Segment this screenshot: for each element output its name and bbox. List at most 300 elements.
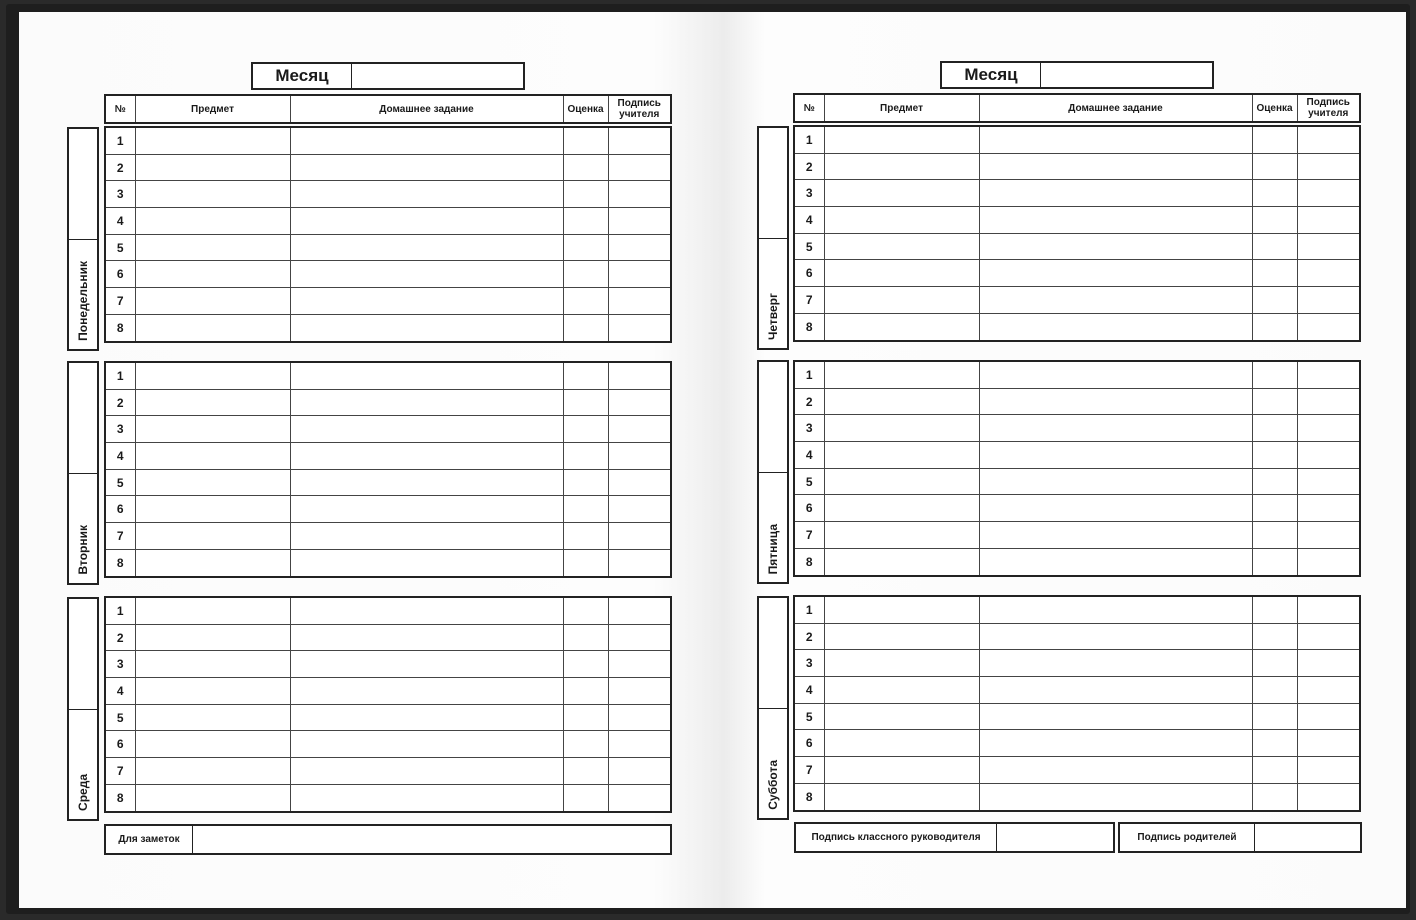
- lesson-number: 5: [105, 234, 135, 261]
- lesson-number: 4: [794, 677, 824, 704]
- lesson-row: [794, 548, 1360, 575]
- grade-cell[interactable]: [563, 314, 608, 341]
- day-name: Пятница: [766, 523, 780, 574]
- subject-cell[interactable]: [135, 597, 290, 624]
- subject-cell[interactable]: [824, 415, 979, 442]
- grade-cell[interactable]: [563, 549, 608, 576]
- lesson-row: [105, 704, 671, 731]
- subject-cell[interactable]: [135, 731, 290, 758]
- teacher-signature-cell[interactable]: [1297, 623, 1360, 650]
- subject-cell[interactable]: [135, 704, 290, 731]
- subject-cell[interactable]: [824, 207, 979, 234]
- homework-cell[interactable]: [979, 548, 1252, 575]
- homework-cell[interactable]: [290, 496, 563, 523]
- subject-cell[interactable]: [135, 549, 290, 576]
- teacher-signature-cell[interactable]: [608, 704, 671, 731]
- day-name: Вторник: [76, 525, 90, 575]
- homework-cell[interactable]: [290, 704, 563, 731]
- homework-cell[interactable]: [290, 288, 563, 315]
- subject-cell[interactable]: [135, 154, 290, 181]
- teacher-signature-cell[interactable]: [608, 389, 671, 416]
- grade-cell[interactable]: [1252, 260, 1297, 287]
- lesson-row: [794, 730, 1360, 757]
- teacher-signature-cell[interactable]: [1297, 287, 1360, 314]
- lesson-number: 5: [105, 704, 135, 731]
- homework-cell[interactable]: [290, 389, 563, 416]
- day-name: Четверг: [766, 292, 780, 340]
- homework-cell[interactable]: [290, 261, 563, 288]
- lesson-number: 7: [794, 757, 824, 784]
- lesson-row: [794, 388, 1360, 415]
- lesson-number: 4: [105, 443, 135, 470]
- subject-cell[interactable]: [135, 181, 290, 208]
- month-field-left[interactable]: [251, 62, 525, 90]
- day-label-monday: [67, 127, 99, 351]
- grade-cell[interactable]: [563, 362, 608, 389]
- lesson-number: 8: [794, 313, 824, 340]
- subject-cell[interactable]: [135, 314, 290, 341]
- teacher-signature-cell[interactable]: [1297, 260, 1360, 287]
- subject-cell[interactable]: [135, 651, 290, 678]
- lesson-row: [794, 313, 1360, 340]
- lesson-row: [105, 523, 671, 550]
- homework-cell[interactable]: [979, 442, 1252, 469]
- lesson-row: [105, 469, 671, 496]
- homework-cell[interactable]: [979, 623, 1252, 650]
- lesson-number: 6: [794, 495, 824, 522]
- lesson-number: 7: [105, 288, 135, 315]
- subject-cell[interactable]: [135, 443, 290, 470]
- homework-cell[interactable]: [979, 260, 1252, 287]
- day-table-monday: [104, 126, 672, 343]
- teacher-signature-cell[interactable]: [608, 758, 671, 785]
- subject-cell[interactable]: [135, 288, 290, 315]
- grade-cell[interactable]: [1252, 233, 1297, 260]
- subject-cell[interactable]: [824, 495, 979, 522]
- subject-cell[interactable]: [824, 287, 979, 314]
- lesson-number: 8: [105, 314, 135, 341]
- month-label: Месяц: [253, 64, 352, 88]
- grade-cell[interactable]: [1252, 207, 1297, 234]
- teacher-signature-cell[interactable]: [608, 597, 671, 624]
- teacher-signature-cell[interactable]: [1297, 548, 1360, 575]
- lesson-row: [794, 703, 1360, 730]
- teacher-signature-cell[interactable]: [608, 443, 671, 470]
- homework-cell[interactable]: [290, 416, 563, 443]
- grade-cell[interactable]: [1252, 153, 1297, 180]
- grade-cell[interactable]: [563, 469, 608, 496]
- subject-cell[interactable]: [824, 757, 979, 784]
- homework-cell[interactable]: [290, 181, 563, 208]
- homework-cell[interactable]: [290, 234, 563, 261]
- grade-cell[interactable]: [563, 208, 608, 235]
- teacher-signature-cell[interactable]: [1297, 180, 1360, 207]
- homework-cell[interactable]: [979, 522, 1252, 549]
- lesson-row: [794, 260, 1360, 287]
- grade-cell[interactable]: [563, 127, 608, 154]
- subject-cell[interactable]: [824, 260, 979, 287]
- month-label: Месяц: [942, 63, 1041, 87]
- col-subject: Предмет: [135, 95, 290, 123]
- homework-cell[interactable]: [290, 362, 563, 389]
- subject-cell[interactable]: [824, 153, 979, 180]
- teacher-signature-cell[interactable]: [1297, 677, 1360, 704]
- homework-cell[interactable]: [979, 287, 1252, 314]
- lesson-row: [794, 361, 1360, 388]
- subject-cell[interactable]: [824, 126, 979, 153]
- grade-cell[interactable]: [1252, 522, 1297, 549]
- teacher-signature-cell[interactable]: [608, 469, 671, 496]
- grade-cell[interactable]: [1252, 468, 1297, 495]
- lesson-row: [794, 677, 1360, 704]
- subject-cell[interactable]: [135, 261, 290, 288]
- col-grade: Оценка: [1252, 94, 1297, 122]
- lesson-row: [794, 468, 1360, 495]
- class-teacher-signature-input[interactable]: [997, 824, 1113, 851]
- teacher-signature-cell[interactable]: [608, 234, 671, 261]
- lesson-row: [794, 522, 1360, 549]
- grade-cell[interactable]: [563, 651, 608, 678]
- homework-cell[interactable]: [979, 207, 1252, 234]
- lesson-row: [794, 126, 1360, 153]
- lesson-row: [105, 389, 671, 416]
- teacher-signature-cell[interactable]: [1297, 415, 1360, 442]
- grade-cell[interactable]: [1252, 313, 1297, 340]
- lesson-row: [105, 651, 671, 678]
- lesson-row: [794, 233, 1360, 260]
- month-input[interactable]: [352, 64, 523, 88]
- parents-signature-label: Подпись родителей: [1120, 824, 1255, 851]
- lesson-row: [794, 596, 1360, 623]
- teacher-signature-cell[interactable]: [608, 314, 671, 341]
- grade-cell[interactable]: [1252, 703, 1297, 730]
- subject-cell[interactable]: [135, 208, 290, 235]
- homework-cell[interactable]: [979, 313, 1252, 340]
- subject-cell[interactable]: [824, 677, 979, 704]
- homework-cell[interactable]: [979, 703, 1252, 730]
- lesson-row: [794, 287, 1360, 314]
- teacher-signature-cell[interactable]: [608, 549, 671, 576]
- grade-cell[interactable]: [1252, 180, 1297, 207]
- lesson-row: [794, 757, 1360, 784]
- lesson-row: [105, 234, 671, 261]
- lesson-row: [794, 650, 1360, 677]
- subject-cell[interactable]: [135, 678, 290, 705]
- day-label-thursday: [757, 126, 789, 350]
- notes-input[interactable]: [193, 826, 670, 853]
- grade-cell[interactable]: [563, 496, 608, 523]
- lesson-number: 4: [794, 207, 824, 234]
- grade-cell[interactable]: [563, 443, 608, 470]
- grade-cell[interactable]: [1252, 730, 1297, 757]
- homework-cell[interactable]: [290, 549, 563, 576]
- grade-cell[interactable]: [563, 234, 608, 261]
- col-signature: Подпись учителя: [608, 95, 671, 123]
- homework-cell[interactable]: [979, 361, 1252, 388]
- homework-cell[interactable]: [290, 523, 563, 550]
- lesson-number: 4: [105, 678, 135, 705]
- subject-cell[interactable]: [135, 496, 290, 523]
- lesson-number: 7: [794, 522, 824, 549]
- grade-cell[interactable]: [563, 678, 608, 705]
- lesson-number: 4: [105, 208, 135, 235]
- lesson-row: [105, 362, 671, 389]
- month-input[interactable]: [1041, 63, 1212, 87]
- day-table-wednesday: [104, 596, 672, 813]
- lesson-number: 8: [105, 549, 135, 576]
- teacher-signature-cell[interactable]: [1297, 730, 1360, 757]
- lesson-number: 8: [794, 783, 824, 810]
- grade-cell[interactable]: [563, 731, 608, 758]
- grade-cell[interactable]: [1252, 442, 1297, 469]
- subject-cell[interactable]: [135, 784, 290, 811]
- grade-cell[interactable]: [1252, 623, 1297, 650]
- homework-cell[interactable]: [290, 443, 563, 470]
- subject-cell[interactable]: [824, 522, 979, 549]
- teacher-signature-cell[interactable]: [1297, 388, 1360, 415]
- lesson-number: 1: [105, 362, 135, 389]
- parents-signature-input[interactable]: [1255, 824, 1360, 851]
- teacher-signature-cell[interactable]: [1297, 596, 1360, 623]
- homework-cell[interactable]: [290, 469, 563, 496]
- lesson-row: [105, 443, 671, 470]
- day-name: Суббота: [766, 760, 780, 810]
- lesson-row: [105, 496, 671, 523]
- homework-cell[interactable]: [290, 651, 563, 678]
- grade-cell[interactable]: [1252, 650, 1297, 677]
- teacher-signature-cell[interactable]: [1297, 783, 1360, 810]
- grade-cell[interactable]: [563, 154, 608, 181]
- homework-cell[interactable]: [979, 180, 1252, 207]
- grade-cell[interactable]: [563, 523, 608, 550]
- homework-cell[interactable]: [979, 495, 1252, 522]
- subject-cell[interactable]: [135, 389, 290, 416]
- class-teacher-signature-label: Подпись классного руководителя: [796, 824, 997, 851]
- subject-cell[interactable]: [824, 596, 979, 623]
- subject-cell[interactable]: [824, 650, 979, 677]
- homework-cell[interactable]: [979, 126, 1252, 153]
- homework-cell[interactable]: [979, 650, 1252, 677]
- lesson-number: 2: [105, 154, 135, 181]
- teacher-signature-cell[interactable]: [1297, 495, 1360, 522]
- lesson-number: 2: [794, 388, 824, 415]
- subject-cell[interactable]: [824, 783, 979, 810]
- teacher-signature-cell[interactable]: [608, 523, 671, 550]
- homework-cell[interactable]: [290, 731, 563, 758]
- teacher-signature-cell[interactable]: [608, 651, 671, 678]
- subject-cell[interactable]: [824, 623, 979, 650]
- lesson-number: 5: [105, 469, 135, 496]
- lesson-number: 3: [794, 650, 824, 677]
- lesson-row: [105, 416, 671, 443]
- lesson-number: 4: [794, 442, 824, 469]
- day-table-thursday: [793, 125, 1361, 342]
- homework-cell[interactable]: [290, 154, 563, 181]
- day-label-tuesday: [67, 361, 99, 585]
- lesson-number: 1: [794, 596, 824, 623]
- homework-cell[interactable]: [979, 233, 1252, 260]
- subject-cell[interactable]: [824, 703, 979, 730]
- grade-cell[interactable]: [1252, 287, 1297, 314]
- subject-cell[interactable]: [824, 548, 979, 575]
- subject-cell[interactable]: [135, 416, 290, 443]
- notes-field[interactable]: [104, 824, 672, 855]
- subject-cell[interactable]: [824, 180, 979, 207]
- subject-cell[interactable]: [824, 233, 979, 260]
- lesson-number: 8: [105, 784, 135, 811]
- teacher-signature-cell[interactable]: [608, 416, 671, 443]
- grade-cell[interactable]: [1252, 596, 1297, 623]
- column-header-left: [104, 94, 672, 124]
- teacher-signature-cell[interactable]: [608, 362, 671, 389]
- lesson-row: [105, 261, 671, 288]
- teacher-signature-cell[interactable]: [608, 208, 671, 235]
- lesson-row: [105, 758, 671, 785]
- subject-cell[interactable]: [824, 468, 979, 495]
- teacher-signature-cell[interactable]: [1297, 153, 1360, 180]
- class-teacher-signature-field[interactable]: [794, 822, 1115, 853]
- teacher-signature-cell[interactable]: [1297, 207, 1360, 234]
- homework-cell[interactable]: [979, 468, 1252, 495]
- teacher-signature-cell[interactable]: [1297, 313, 1360, 340]
- homework-cell[interactable]: [979, 415, 1252, 442]
- homework-cell[interactable]: [979, 783, 1252, 810]
- grade-cell[interactable]: [1252, 548, 1297, 575]
- teacher-signature-cell[interactable]: [608, 784, 671, 811]
- homework-cell[interactable]: [979, 757, 1252, 784]
- subject-cell[interactable]: [135, 624, 290, 651]
- grade-cell[interactable]: [563, 389, 608, 416]
- lesson-row: [105, 288, 671, 315]
- day-table-friday: [793, 360, 1361, 577]
- grade-cell[interactable]: [563, 288, 608, 315]
- subject-cell[interactable]: [824, 730, 979, 757]
- subject-cell[interactable]: [824, 361, 979, 388]
- grade-cell[interactable]: [1252, 126, 1297, 153]
- column-header-right: [793, 93, 1361, 123]
- lesson-row: [105, 549, 671, 576]
- lesson-number: 5: [794, 233, 824, 260]
- subject-cell[interactable]: [824, 313, 979, 340]
- homework-cell[interactable]: [290, 127, 563, 154]
- lesson-row: [794, 180, 1360, 207]
- grade-cell[interactable]: [1252, 361, 1297, 388]
- teacher-signature-cell[interactable]: [1297, 468, 1360, 495]
- teacher-signature-cell[interactable]: [608, 496, 671, 523]
- homework-cell[interactable]: [979, 153, 1252, 180]
- month-field-right[interactable]: [940, 61, 1214, 89]
- teacher-signature-cell[interactable]: [1297, 126, 1360, 153]
- lesson-row: [105, 127, 671, 154]
- grade-cell[interactable]: [563, 261, 608, 288]
- grade-cell[interactable]: [1252, 388, 1297, 415]
- lesson-number: 8: [794, 548, 824, 575]
- lesson-number: 2: [794, 623, 824, 650]
- lesson-number: 7: [105, 523, 135, 550]
- teacher-signature-cell[interactable]: [608, 181, 671, 208]
- col-subject: Предмет: [824, 94, 979, 122]
- teacher-signature-cell[interactable]: [608, 288, 671, 315]
- subject-cell[interactable]: [135, 758, 290, 785]
- teacher-signature-cell[interactable]: [608, 678, 671, 705]
- subject-cell[interactable]: [135, 523, 290, 550]
- grade-cell[interactable]: [1252, 495, 1297, 522]
- grade-cell[interactable]: [563, 416, 608, 443]
- homework-cell[interactable]: [290, 784, 563, 811]
- teacher-signature-cell[interactable]: [608, 624, 671, 651]
- parents-signature-field[interactable]: [1118, 822, 1362, 853]
- teacher-signature-cell[interactable]: [1297, 442, 1360, 469]
- grade-cell[interactable]: [1252, 783, 1297, 810]
- subject-cell[interactable]: [824, 442, 979, 469]
- lesson-row: [105, 597, 671, 624]
- homework-cell[interactable]: [290, 314, 563, 341]
- homework-cell[interactable]: [290, 624, 563, 651]
- homework-cell[interactable]: [290, 208, 563, 235]
- grade-cell[interactable]: [1252, 677, 1297, 704]
- subject-cell[interactable]: [135, 234, 290, 261]
- teacher-signature-cell[interactable]: [1297, 361, 1360, 388]
- teacher-signature-cell[interactable]: [608, 731, 671, 758]
- subject-cell[interactable]: [135, 469, 290, 496]
- day-label-saturday: [757, 596, 789, 820]
- teacher-signature-cell[interactable]: [608, 154, 671, 181]
- subject-cell[interactable]: [135, 127, 290, 154]
- grade-cell[interactable]: [563, 597, 608, 624]
- teacher-signature-cell[interactable]: [1297, 233, 1360, 260]
- homework-cell[interactable]: [979, 677, 1252, 704]
- lesson-row: [794, 442, 1360, 469]
- teacher-signature-cell[interactable]: [1297, 522, 1360, 549]
- lesson-number: 2: [105, 389, 135, 416]
- grade-cell[interactable]: [1252, 757, 1297, 784]
- notes-label: Для заметок: [106, 826, 193, 853]
- grade-cell[interactable]: [563, 704, 608, 731]
- col-signature: Подпись учителя: [1297, 94, 1360, 122]
- lesson-row: [794, 783, 1360, 810]
- homework-cell[interactable]: [979, 596, 1252, 623]
- homework-cell[interactable]: [979, 388, 1252, 415]
- lesson-row: [105, 154, 671, 181]
- day-name: Среда: [76, 774, 90, 811]
- day-table-saturday: [793, 595, 1361, 812]
- homework-cell[interactable]: [290, 597, 563, 624]
- teacher-signature-cell[interactable]: [1297, 703, 1360, 730]
- lesson-number: 7: [794, 287, 824, 314]
- grade-cell[interactable]: [563, 784, 608, 811]
- lesson-number: 6: [105, 496, 135, 523]
- lesson-row: [105, 678, 671, 705]
- grade-cell[interactable]: [563, 624, 608, 651]
- homework-cell[interactable]: [290, 678, 563, 705]
- lesson-number: 1: [794, 361, 824, 388]
- grade-cell[interactable]: [563, 758, 608, 785]
- grade-cell[interactable]: [563, 181, 608, 208]
- teacher-signature-cell[interactable]: [1297, 757, 1360, 784]
- subject-cell[interactable]: [135, 362, 290, 389]
- teacher-signature-cell[interactable]: [608, 261, 671, 288]
- homework-cell[interactable]: [290, 758, 563, 785]
- teacher-signature-cell[interactable]: [1297, 650, 1360, 677]
- homework-cell[interactable]: [979, 730, 1252, 757]
- grade-cell[interactable]: [1252, 415, 1297, 442]
- lesson-number: 1: [794, 126, 824, 153]
- lesson-number: 2: [794, 153, 824, 180]
- lesson-number: 6: [794, 730, 824, 757]
- subject-cell[interactable]: [824, 388, 979, 415]
- lesson-row: [794, 415, 1360, 442]
- teacher-signature-cell[interactable]: [608, 127, 671, 154]
